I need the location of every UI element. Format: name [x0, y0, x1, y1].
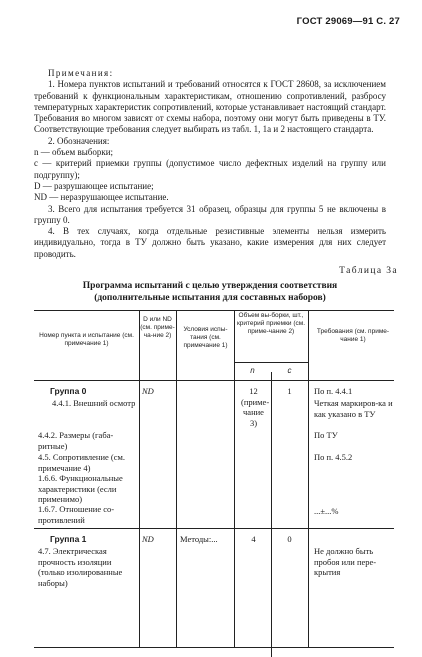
- header-bottom-rule: [34, 380, 394, 381]
- note-4: 4. В тех случаях, когда отдельные резистивные элементы нельзя измерить индивидуально, тогда в ТУ должно быть указано, какие измерения для них следует проводить.: [34, 226, 386, 259]
- col-sep-1: [139, 310, 140, 647]
- header-conditions: Условия испы-тания (см. примечание 1): [183, 326, 228, 349]
- note-2: 2. Обозначения:: [48, 135, 110, 146]
- header-sample-size: Объем вы-борки, шт., критерий приемки (см. приме-чание 2): [236, 312, 306, 335]
- test-program-table: [34, 310, 394, 647]
- notes-block: [34, 68, 386, 260]
- group-1-conditions: Методы:...: [180, 534, 218, 544]
- group-0-c: 1: [287, 386, 292, 396]
- group-separator-rule: [34, 528, 394, 529]
- group-0-label: Группа 0: [50, 386, 87, 396]
- group-0-req: По п. 4.4.1: [314, 386, 353, 396]
- notes-title: Примечания:: [48, 68, 114, 78]
- req-4-7: Не должно быть пробоя или пере-крытия: [314, 546, 377, 577]
- group-1-label: Группа 1: [50, 534, 87, 544]
- page-header: ГОСТ 29069—91 С. 27: [296, 16, 400, 27]
- table-title: [34, 280, 386, 304]
- req-4-5: По п. 4.5.2: [314, 452, 353, 462]
- col-sep-3: [234, 310, 235, 647]
- header-test-number: Номер пункта и испытание (см. примечание 1): [39, 332, 134, 347]
- test-1-6-6: 1.6.6. Функциональные характеристики (если применимо): [38, 473, 123, 504]
- req-4-4-1: Четкая маркиров-ка и как указано в ТУ: [314, 398, 393, 419]
- header-c: c: [287, 366, 292, 375]
- req-1-6-7: ...±...%: [314, 506, 339, 516]
- req-4-4-2: По ТУ: [314, 430, 338, 440]
- test-4-7: 4.7. Электрическая прочность изоляции (только изолированные наборы): [38, 546, 123, 588]
- nc-sub-rule: [234, 362, 308, 363]
- col-sep-4: [308, 310, 309, 647]
- group-0-n: 12 (приме-чание 3): [241, 386, 270, 428]
- group-1-n: 4: [251, 534, 256, 544]
- note-3: 3. Всего для испытания требуется 31 образец, образцы для группы 5 не включены в группу 0.: [34, 203, 386, 225]
- note-n: n — объем выборки;: [34, 147, 114, 158]
- table-title-line2: (дополнительные испытания для составных наборов): [94, 293, 326, 303]
- table-label: Таблица 3а: [339, 266, 398, 276]
- header-d-nd: D или ND (см. приме-ча-ние 2): [140, 316, 175, 339]
- note-nd: ND — неразрушающее испытание.: [34, 192, 169, 203]
- table-title-line1: Программа испытаний с целью утверждения соответствия: [82, 281, 338, 291]
- test-4-4-1: 4.4.1. Внешний осмотр: [52, 398, 136, 408]
- note-1: 1. Номера пунктов испытаний и требований относятся к ГОСТ 28608, за исключением требований к функциональным характеристикам, отношению сопротивлений, разбросу температурных характеристик сопротивлений, которые устанавливает настоящий стандарт. Требования во многом зависят от схемы набора, поэтому они могут быть приведены в ТУ. Соответствующие требования следует выбирать из табл. 1, 1а и 2 настоящего стандарта.: [34, 79, 386, 135]
- table-top-rule: [34, 310, 394, 311]
- note-d: D — разрушающее испытание;: [34, 180, 154, 191]
- col-sep-2: [176, 310, 177, 647]
- col-sep-nc: [271, 372, 272, 657]
- table-bottom-rule: [34, 647, 394, 648]
- note-c: c — критерий приемки группы (допустимое число дефектных изделий на группу или подгруппу);: [34, 158, 386, 180]
- test-4-4-2: 4.4.2. Размеры (габа-ритные): [38, 430, 114, 451]
- header-n: n: [250, 366, 255, 375]
- group-1-nd: ND: [142, 534, 154, 544]
- header-requirements: Требования (см. приме-чание 1): [316, 328, 390, 343]
- test-4-5: 4.5. Сопротивление (см. примечание 4): [38, 452, 126, 473]
- group-0-nd: ND: [142, 386, 154, 396]
- test-1-6-7: 1.6.7. Отношение со-противлений: [38, 504, 115, 525]
- group-1-c: 0: [287, 534, 292, 544]
